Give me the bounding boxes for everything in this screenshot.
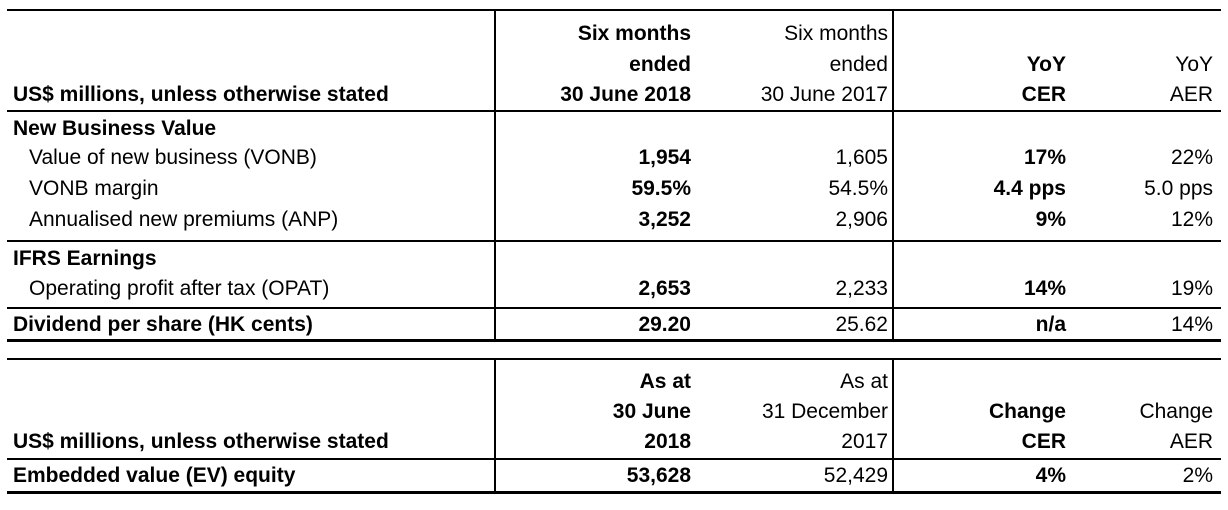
row-value-2017: 54.5% <box>828 177 888 200</box>
row-value-2017: 25.62 <box>835 313 888 336</box>
table-top-rule <box>7 358 1221 360</box>
row-label: Dividend per share (HK cents) <box>13 313 313 336</box>
row-value-2018: 59.5% <box>631 177 691 200</box>
header-col1-line1: As at <box>639 370 691 393</box>
row-yoy-cer: n/a <box>1035 313 1066 336</box>
header-col1-line2: ended <box>629 53 691 76</box>
header-col4-line1: YoY <box>1175 53 1213 76</box>
column-divider <box>494 9 496 342</box>
header-col4-line2: AER <box>1169 83 1213 106</box>
section-title: New Business Value <box>13 117 217 140</box>
row-value-2017: 2,233 <box>835 277 888 300</box>
header-col1-line1: Six months <box>577 22 691 45</box>
column-divider <box>892 9 894 342</box>
header-rule <box>7 110 1221 112</box>
row-label: Annualised new premiums (ANP) <box>29 208 339 231</box>
row-yoy-cer: 9% <box>1035 208 1066 231</box>
column-divider <box>494 358 496 494</box>
row-label: Embedded value (EV) equity <box>13 464 296 487</box>
row-label: Operating profit after tax (OPAT) <box>29 277 330 300</box>
header-col2-line1: Six months <box>784 22 888 45</box>
header-col1-line2: 30 June <box>612 400 691 423</box>
row-yoy-aer: 14% <box>1170 313 1213 336</box>
header-label: US$ millions, unless otherwise stated <box>13 83 389 106</box>
row-yoy-aer: 19% <box>1170 277 1213 300</box>
row-yoy-cer: 17% <box>1023 146 1066 169</box>
section-rule <box>7 240 1221 242</box>
row-label: Value of new business (VONB) <box>29 146 317 169</box>
header-col2-line2: ended <box>829 53 888 76</box>
row-value-2018: 1,954 <box>638 146 691 169</box>
row-yoy-cer: 14% <box>1023 277 1066 300</box>
header-col4-line1: Change <box>1139 400 1213 423</box>
header-col3-line2: CER <box>1021 83 1066 106</box>
row-value-2018: 29.20 <box>638 313 691 336</box>
row-yoy-cer: 4.4 pps <box>993 177 1066 200</box>
row-value-2018: 53,628 <box>626 464 691 487</box>
section-title: IFRS Earnings <box>13 247 157 270</box>
header-col3-line1: YoY <box>1026 53 1066 76</box>
header-col2-line2: 31 December <box>761 400 888 423</box>
header-col2-line1: As at <box>840 370 888 393</box>
row-value-2017: 2,906 <box>835 208 888 231</box>
header-col1-line3: 30 June 2018 <box>560 83 691 106</box>
header-label: US$ millions, unless otherwise stated <box>13 430 389 453</box>
header-col2-line3: 2017 <box>841 430 888 453</box>
row-yoy-aer: 5.0 pps <box>1144 177 1213 200</box>
row-change-cer: 4% <box>1035 464 1066 487</box>
row-value-2017: 1,605 <box>835 146 888 169</box>
row-change-aer: 2% <box>1182 464 1213 487</box>
column-divider <box>892 358 894 494</box>
row-value-2018: 3,252 <box>638 208 691 231</box>
header-col1-line3: 2018 <box>644 430 691 453</box>
row-value-2017: 52,429 <box>823 464 888 487</box>
row-yoy-aer: 12% <box>1170 208 1213 231</box>
row-label: VONB margin <box>29 177 159 200</box>
row-yoy-aer: 22% <box>1170 146 1213 169</box>
header-col2-line3: 30 June 2017 <box>760 83 888 106</box>
header-col3-line2: CER <box>1021 430 1066 453</box>
header-col3-line1: Change <box>988 400 1066 423</box>
header-col4-line2: AER <box>1169 430 1213 453</box>
table-top-rule <box>7 9 1221 11</box>
row-value-2018: 2,653 <box>638 277 691 300</box>
table-bottom-rule <box>7 491 1221 494</box>
